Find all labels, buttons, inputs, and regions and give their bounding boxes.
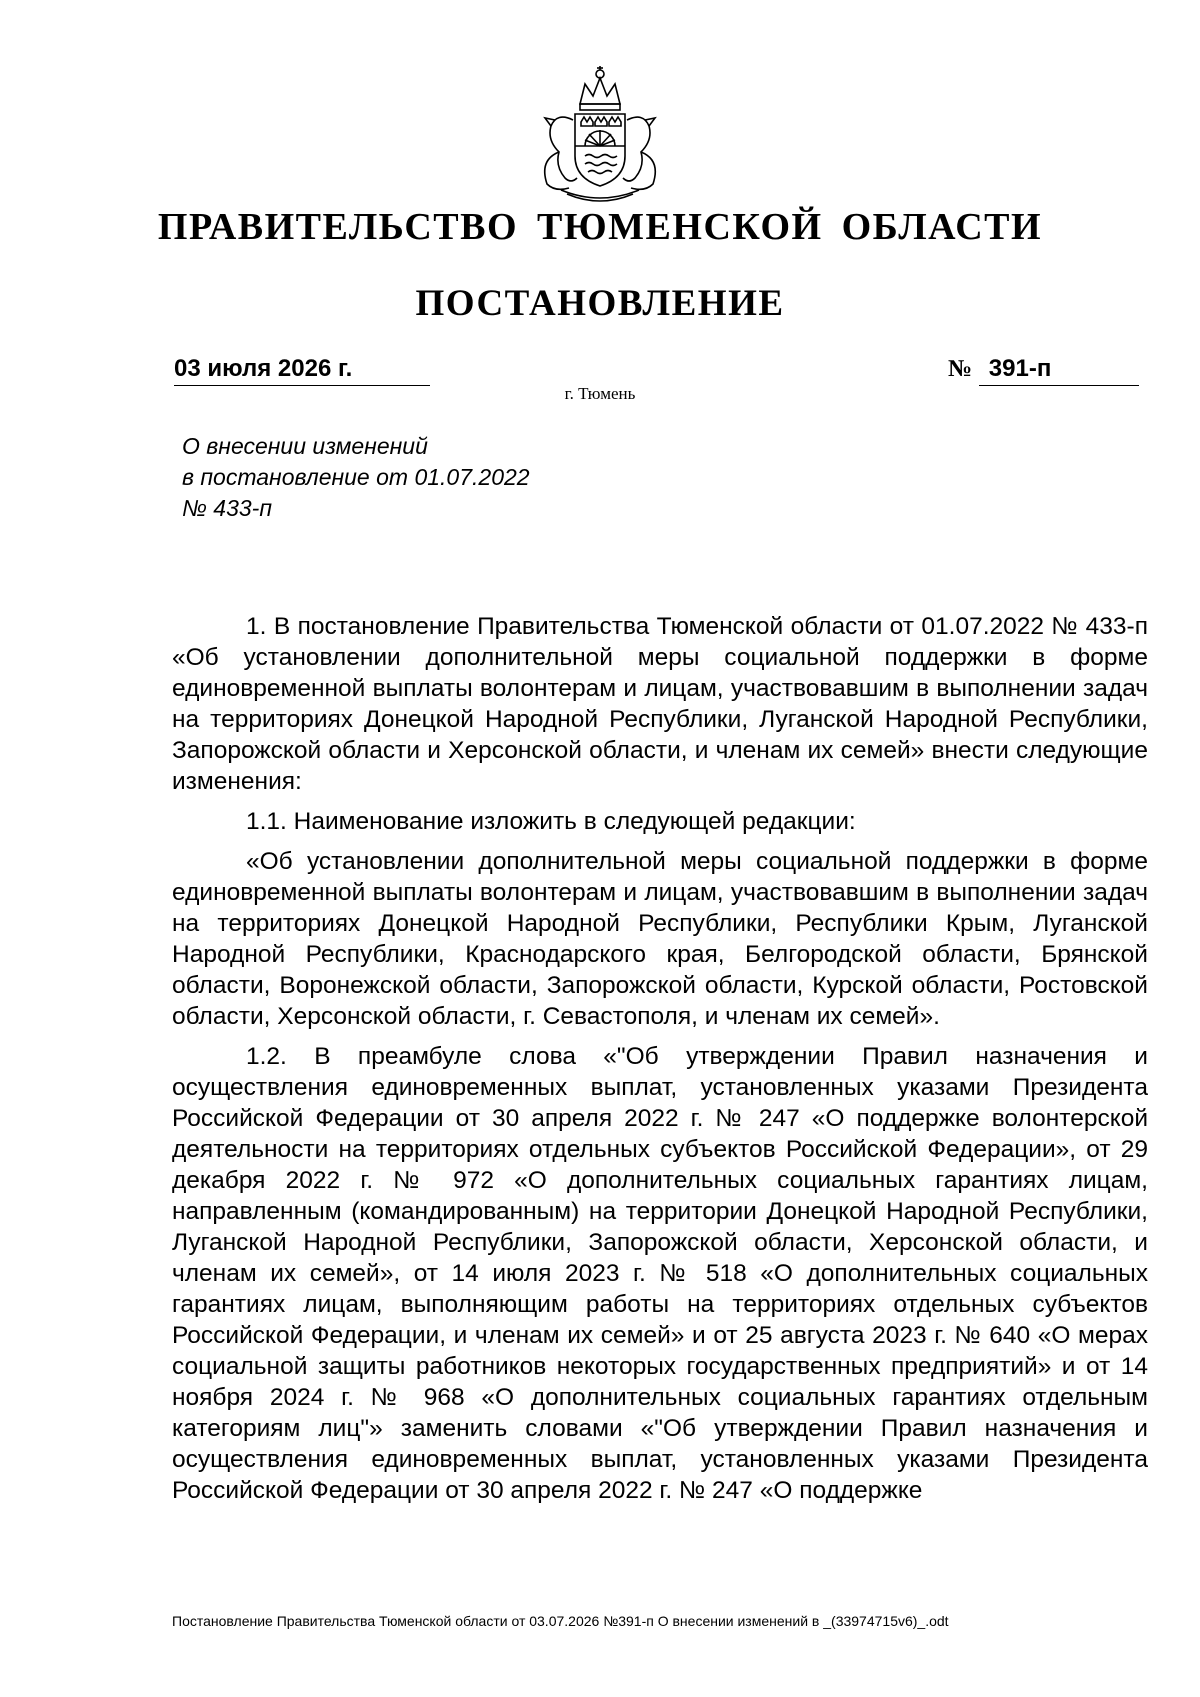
page-footer: Постановление Правительства Тюменской области от 03.07.2026 №391-п О внесении изменений в _(33974715v6)_.odt [172,1613,949,1629]
paragraph-1: 1. В постановление Правительства Тюменской области от 01.07.2022 № 433-п «Об установлении дополнительной меры социальной поддержки в форме единовременной выплаты волонтерам и лицам, участвовавшим в выполнении задач на территориях Донецкой Народной Республики, Луганской Народной Республики, Запорожской области и Херсонской области, и членам их семей» внести следующие изменения: [172,613,1148,795]
subject-line-1: О внесении изменений [182,433,428,459]
document-body [172,611,1148,1515]
document-number-block [948,355,1139,386]
number-sign: № [948,356,973,382]
document-city: г. Тюмень [564,384,636,403]
document-type-title: ПОСТАНОВЛЕНИЕ [415,283,785,324]
tyumen-region-coat-of-arms-icon [525,60,675,210]
document-subject [182,431,530,524]
document-number: 391-п [979,355,1139,386]
document-date: 03 июля 2026 г. [174,355,430,386]
paragraph-1-2: 1.2. В преамбуле слова «"Об утверждении Правил назначения и осуществления единовременных выплат, установленных указами Президента Российской Федерации от 30 апреля 2022 г. № 247 «О поддержке волонтерской деятельности на территориях отдельных субъектов Российской Федерации», от 29 декабря 2022 г. № 972 «О дополнительных социальных гарантиях лицам, направленным (командированным) на территории Донецкой Народной Республики, Луганской Народной Республики, Запорожской области, Херсонской области, и членам их семей», от 14 июля 2023 г. № 518 «О дополнительных социальных гарантиях лицам, выполняющим работы на территориях отдельных субъектов Российской Федерации, и членам их семей» и от 25 августа 2023 г. № 640 «О мерах социальной защиты работников некоторых государственных предприятий» и от 14 ноября 2024 г. № 968 «О дополнительных социальных гарантиях отдельным категориям лиц"» заменить словами «"Об утверждении Правил назначения и осуществления единовременных выплат, установленных указами Президента Российской Федерации от 30 апреля 2022 г. № 247 «О поддержке [172,1043,1148,1504]
paragraph-1-1: 1.1. Наименование изложить в следующей редакции: [246,808,856,835]
subject-line-3: № 433-п [182,495,272,521]
subject-line-2: в постановление от 01.07.2022 [182,464,530,490]
government-title: ПРАВИТЕЛЬСТВО ТЮМЕНСКОЙ ОБЛАСТИ [157,206,1043,248]
paragraph-new-title: «Об установлении дополнительной меры социальной поддержки в форме единовременной выплаты волонтерам и лицам, участвовавшим в выполнении задач на территориях Донецкой Народной Республики, Республики Крым, Луганской Народной Республики, Краснодарского края, Белгородской области, Брянской области, Воронежской области, Запорожской области, Курской области, Ростовской области, Херсонской области, г. Севастополя, и членам их семей». [172,848,1148,1030]
